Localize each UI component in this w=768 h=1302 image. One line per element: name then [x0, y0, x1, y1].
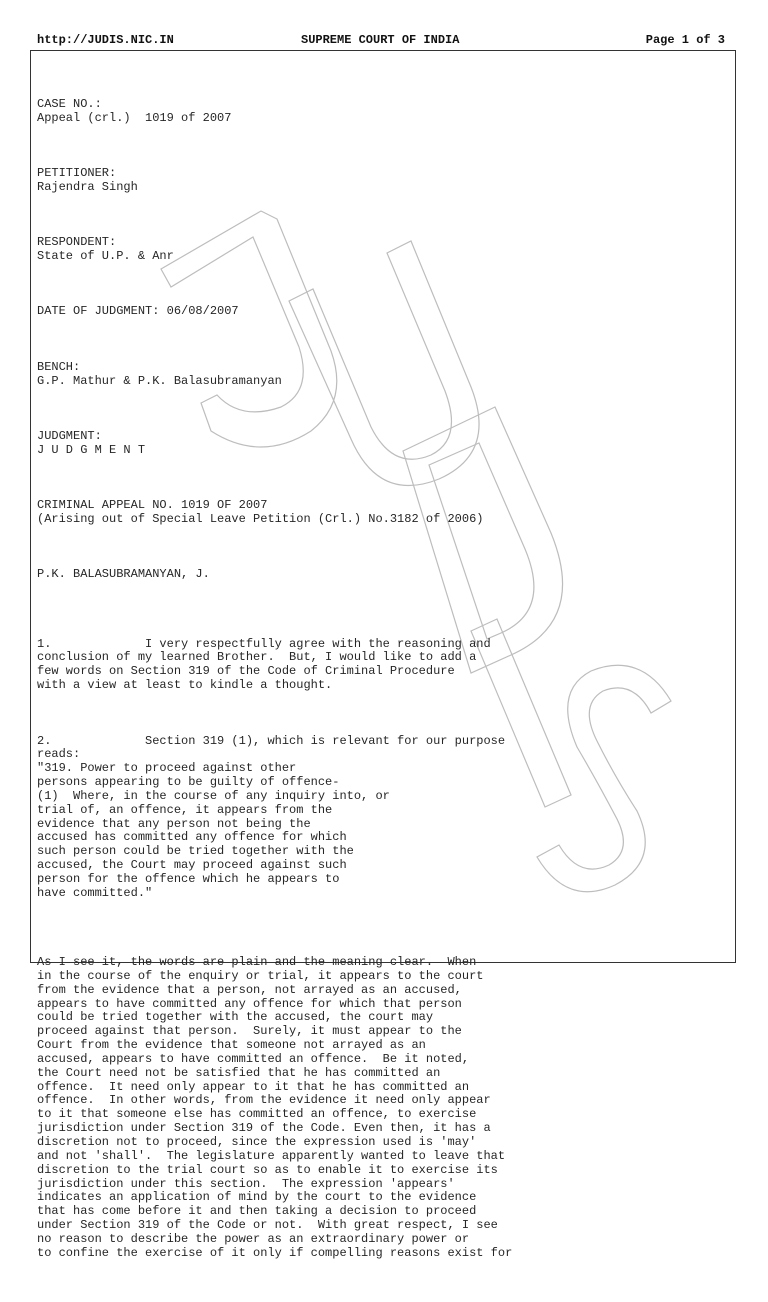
judgment-heading: J U D G M E N T: [37, 442, 146, 457]
page-indicator: Page 1 of 3: [645, 33, 725, 47]
text-line: to confine the exercise of it only if compelling reasons exist for: [37, 1245, 513, 1260]
text-line: that has come before it and then taking a decision to proceed: [37, 1204, 477, 1219]
paragraph-2: [37, 735, 727, 901]
text-line: few words on Section 319 of the Code of Criminal Procedure: [37, 664, 455, 679]
author-section: [37, 568, 727, 582]
appeal-section: [37, 499, 727, 527]
text-line: evidence that any person not being the: [37, 816, 311, 831]
judge-author: P.K. BALASUBRAMANYAN, J.: [37, 567, 210, 582]
court-name: SUPREME COURT OF INDIA: [301, 33, 460, 47]
page-header: [37, 33, 725, 49]
text-line: from the evidence that a person, not arrayed as an accused,: [37, 982, 462, 997]
bench-section: [37, 361, 727, 389]
text-line: jurisdiction under Section 319 of the Code. Even then, it has a: [37, 1121, 491, 1136]
respondent-section: [37, 236, 727, 264]
judgment-label: JUDGMENT:: [37, 428, 102, 443]
text-line: jurisdiction under this section. The expression 'appears': [37, 1176, 455, 1191]
text-line: 2. Section 319 (1), which is relevant for our purpose: [37, 733, 506, 748]
text-line: Court from the evidence that someone not arrayed as an: [37, 1038, 426, 1053]
date-section: [37, 305, 727, 319]
text-line: no reason to describe the power as an extraordinary power or: [37, 1231, 470, 1246]
petitioner-value: Rajendra Singh: [37, 179, 138, 194]
judgment-text: [37, 70, 727, 1302]
case-no-value: Appeal (crl.) 1019 of 2007: [37, 110, 232, 125]
text-line: reads:: [37, 747, 81, 762]
respondent-label: RESPONDENT:: [37, 235, 117, 250]
appeal-number: CRIMINAL APPEAL NO. 1019 OF 2007: [37, 498, 268, 513]
case-number-section: [37, 98, 727, 126]
text-line: (1) Where, in the course of any inquiry into, or: [37, 788, 390, 803]
text-line: persons appearing to be guilty of offence-: [37, 775, 340, 790]
text-line: could be tried together with the accused, the court may: [37, 1010, 434, 1025]
text-line: and not 'shall'. The legislature apparently wanted to leave that: [37, 1148, 506, 1163]
text-line: in the course of the enquiry or trial, it appears to the court: [37, 968, 484, 983]
text-line: accused has committed any offence for which: [37, 830, 347, 845]
text-line: accused, the Court may proceed against such: [37, 858, 347, 873]
text-line: to it that someone else has committed an offence, to exercise: [37, 1107, 477, 1122]
bench-value: G.P. Mathur & P.K. Balasubramanyan: [37, 373, 282, 388]
text-line: conclusion of my learned Brother. But, I would like to add a: [37, 650, 477, 665]
text-line: 1. I very respectfully agree with the reasoning and: [37, 636, 491, 651]
text-line: with a view at least to kindle a thought.: [37, 678, 333, 693]
paragraph-3: [37, 956, 727, 1261]
appeal-arising: (Arising out of Special Leave Petition (Crl.) No.3182 of 2006): [37, 512, 484, 526]
bench-label: BENCH:: [37, 359, 81, 374]
text-line: the Court need not be satisfied that he has committed an: [37, 1065, 441, 1080]
text-line: trial of, an offence, it appears from the: [37, 802, 333, 817]
text-line: such person could be tried together with the: [37, 844, 354, 859]
text-line: discretion not to proceed, since the expression used is 'may': [37, 1134, 477, 1149]
case-no-label: CASE NO.:: [37, 96, 102, 111]
source-url[interactable]: http://JUDIS.NIC.IN: [37, 33, 174, 47]
text-line: have committed.": [37, 885, 153, 900]
text-line: offence. In other words, from the evidence it need only appear: [37, 1093, 491, 1108]
text-line: "319. Power to proceed against other: [37, 761, 297, 776]
text-line: As I see it, the words are plain and the meaning clear. When: [37, 955, 477, 969]
text-line: indicates an application of mind by the court to the evidence: [37, 1190, 477, 1205]
text-line: under Section 319 of the Code or not. With great respect, I see: [37, 1218, 498, 1233]
date-of-judgment: DATE OF JUDGMENT: 06/08/2007: [37, 304, 239, 319]
petitioner-section: [37, 167, 727, 195]
document-frame: [30, 50, 736, 1260]
paragraph-1: [37, 638, 727, 693]
respondent-value: State of U.P. & Anr: [37, 248, 174, 263]
text-line: offence. It need only appear to it that he has committed an: [37, 1079, 470, 1094]
judgment-section: [37, 430, 727, 458]
text-line: proceed against that person. Surely, it must appear to the: [37, 1024, 462, 1039]
text-line: appears to have committed any offence for which that person: [37, 996, 462, 1011]
text-line: accused, appears to have committed an offence. Be it noted,: [37, 1051, 470, 1066]
text-line: person for the offence which he appears to: [37, 871, 340, 886]
text-line: discretion to the trial court so as to enable it to exercise its: [37, 1162, 498, 1177]
petitioner-label: PETITIONER:: [37, 165, 117, 180]
